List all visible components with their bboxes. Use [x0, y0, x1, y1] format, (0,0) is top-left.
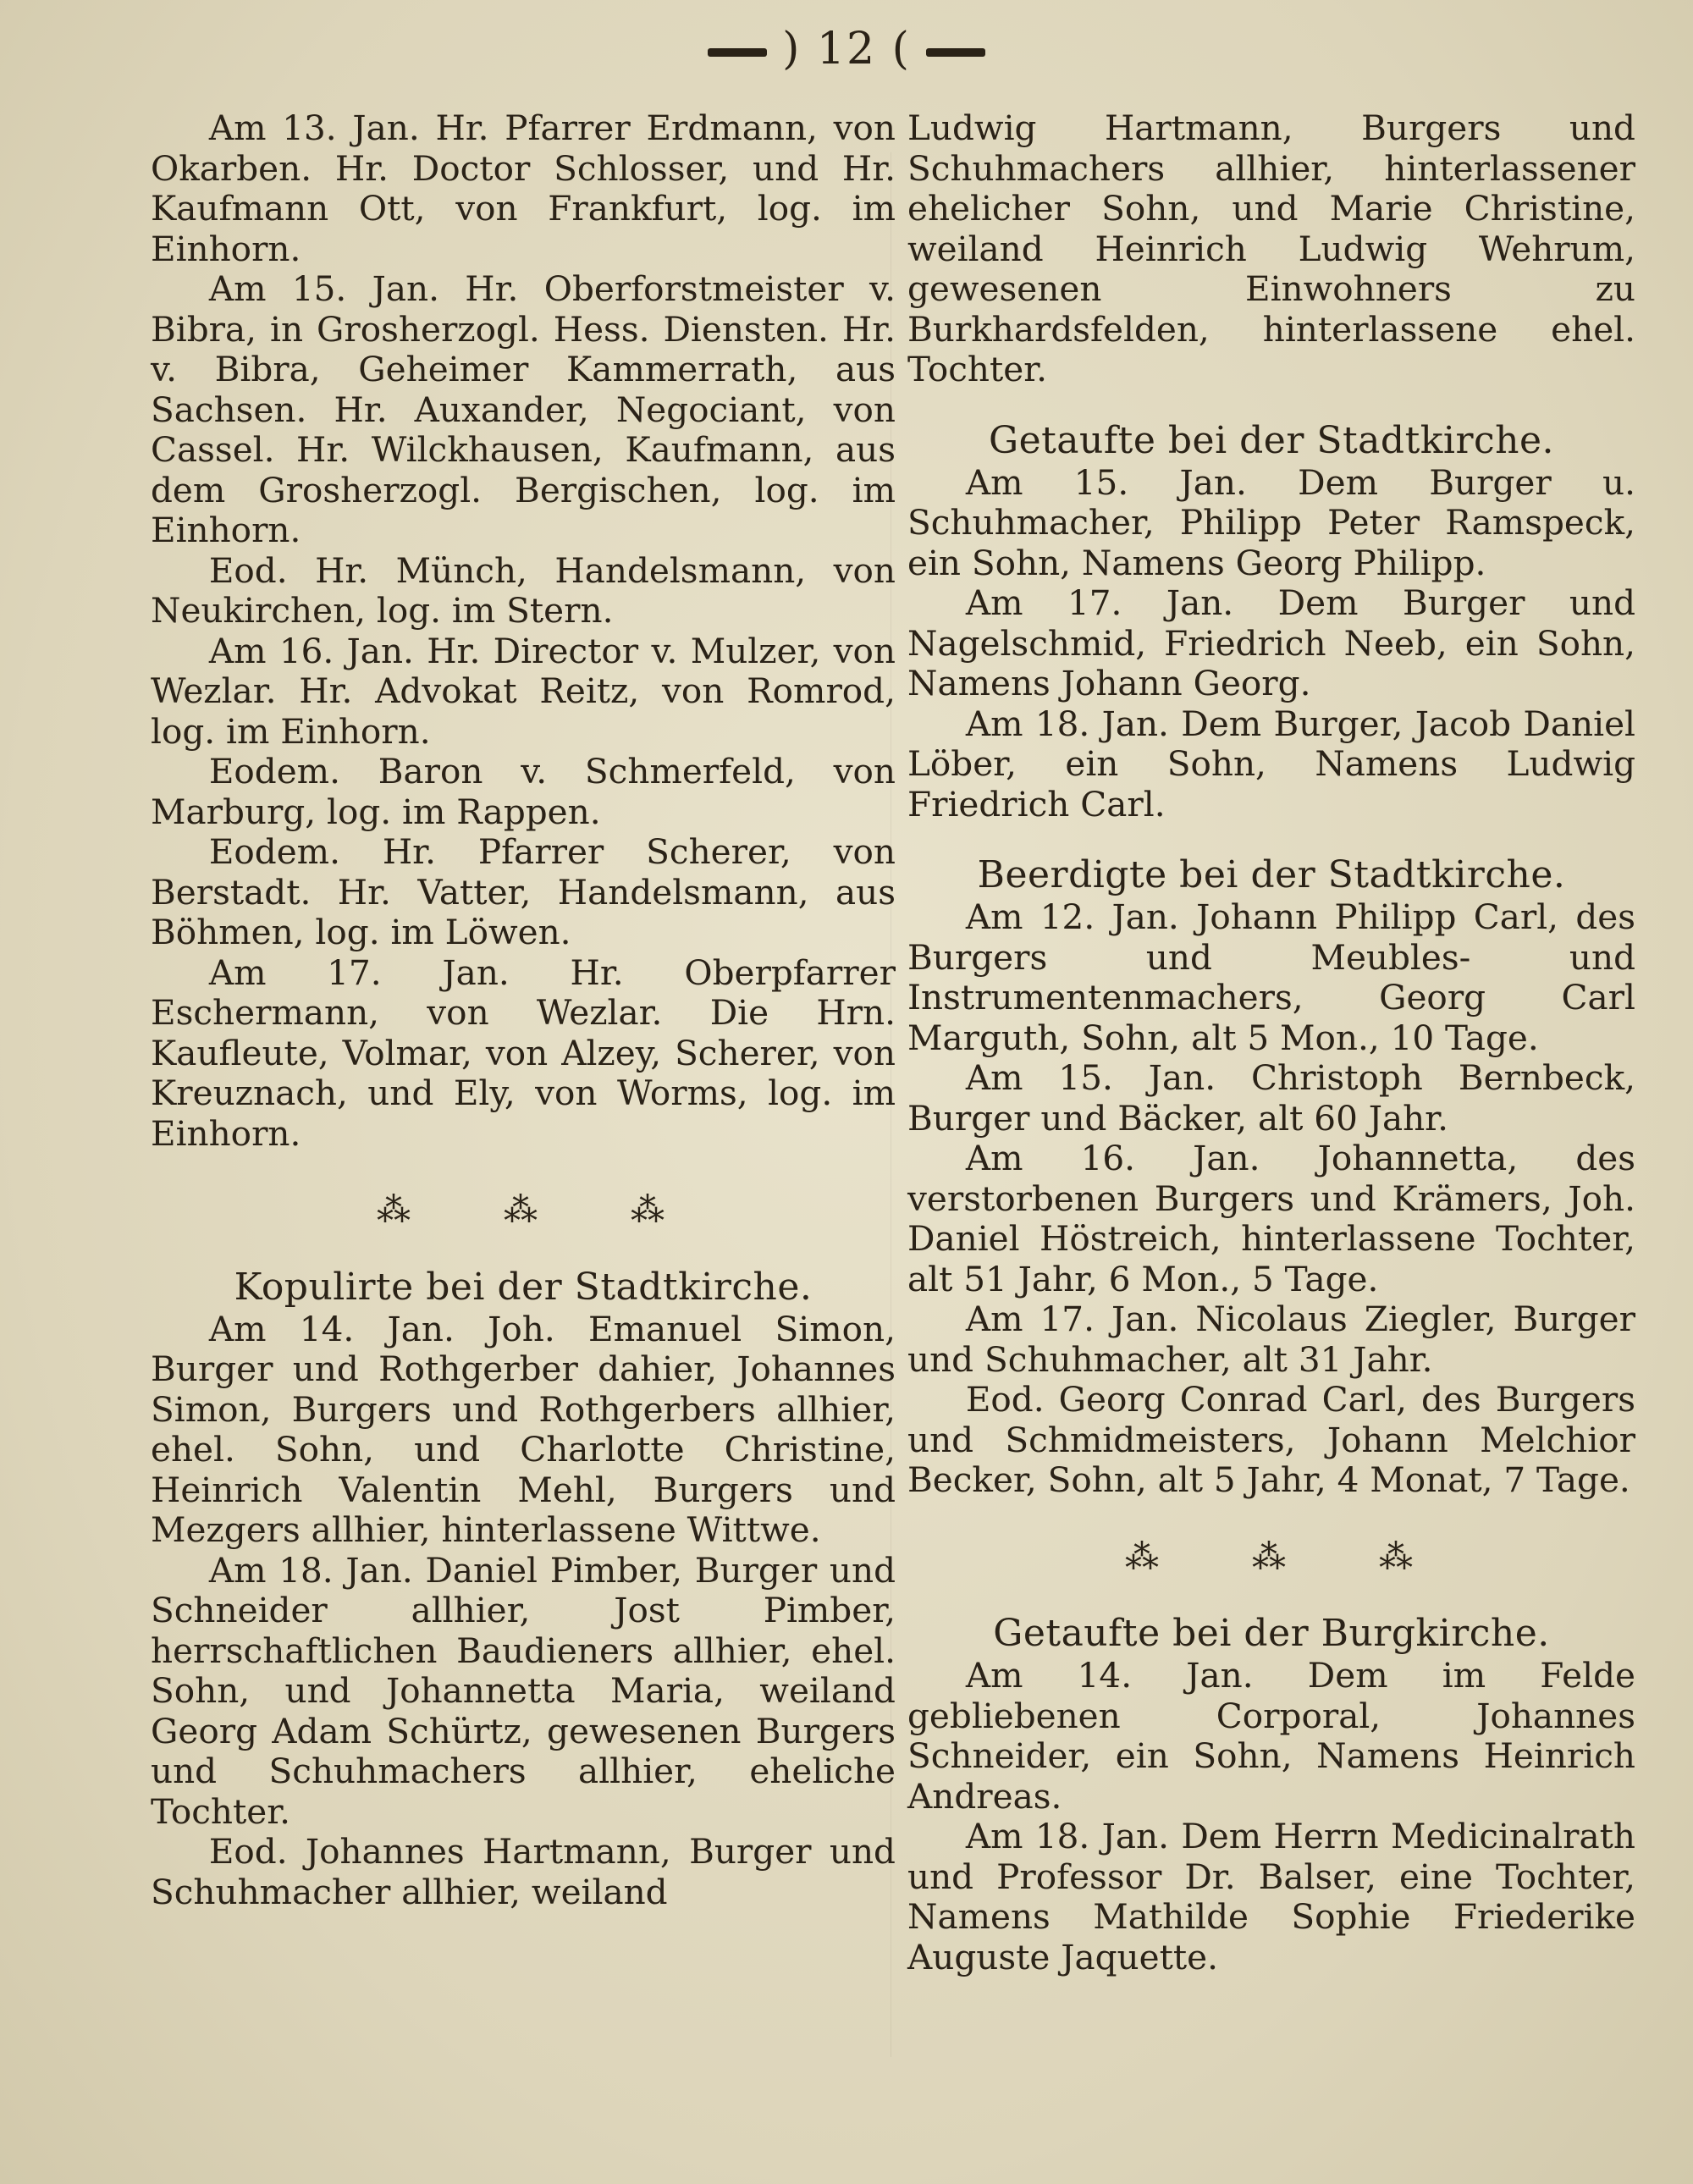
- baptism-entry: Am 18. Jan. Dem Herrn Medicinalrath und Professor Dr. Balser, eine Tochter, Namens Mathilde Sophie Friederike Auguste Jaquette.: [907, 1816, 1635, 1977]
- header-rule-left: [708, 48, 767, 57]
- arrival-entry: Eodem. Baron v. Schmerfeld, von Marburg, log. im Rappen.: [151, 751, 896, 832]
- burial-entry: Eod. Georg Conrad Carl, des Burgers und Schmidmeisters, Johann Melchior Becker, Sohn, alt 5 Jahr, 4 Monat, 7 Tage.: [907, 1379, 1635, 1500]
- burial-entry: Am 12. Jan. Johann Philipp Carl, des Burgers und Meubles- und Instrumentenmachers, Georg Carl Marguth, Sohn, alt 5 Mon., 10 Tage.: [907, 896, 1635, 1058]
- ornament-glyph: ⁂: [377, 1191, 416, 1230]
- header-rule-right: [926, 48, 985, 57]
- ornament-glyph: ⁂: [1379, 1537, 1418, 1577]
- ornament-divider: [151, 1191, 896, 1232]
- section-heading-baptized-burg: Getaufte bei der Burgkirche.: [993, 1612, 1550, 1655]
- section-heading-married: Kopulirte bei der Stadtkirche.: [234, 1265, 813, 1309]
- arrival-entry: Am 17. Jan. Hr. Oberpfarrer Eschermann, von Wezlar. Die Hrn. Kaufleute, Volmar, von Alzey, Scherer, von Kreuznach, und Ely, von Worms, log. im Einhorn.: [151, 951, 896, 1154]
- burial-entry: Am 15. Jan. Christoph Bernbeck, Burger und Bäcker, alt 60 Jahr.: [907, 1057, 1635, 1139]
- ornament-glyph: ⁂: [1252, 1537, 1291, 1577]
- baptism-entry: Am 15. Jan. Dem Burger u. Schuhmacher, Philipp Peter Ramspeck, ein Sohn, Namens Georg Philipp.: [907, 461, 1635, 583]
- continuation-entry: Ludwig Hartmann, Burgers und Schuhmachers allhier, hinterlassener ehelicher Sohn, und Marie Christine, weiland Heinrich Ludwig Wehrum, gewesenen Einwohners zu Burkhardsfelden, hinterlassene ehel. Tochter.: [907, 108, 1635, 389]
- arrival-entry: Eod. Hr. Münch, Handelsmann, von Neukirchen, log. im Stern.: [151, 549, 896, 631]
- baptism-entry: Am 17. Jan. Dem Burger und Nagelschmid, Friedrich Neeb, ein Sohn, Namens Johann Georg.: [907, 582, 1635, 703]
- ornament-glyph: ⁂: [504, 1191, 543, 1230]
- arrival-entry: Eodem. Hr. Pfarrer Scherer, von Berstadt. Hr. Vatter, Handelsmann, aus Böhmen, log. im Löwen.: [151, 831, 896, 952]
- married-entry: Eod. Johannes Hartmann, Burger und Schuhmacher allhier, weiland: [151, 1831, 896, 1912]
- ornament-divider: [907, 1538, 1635, 1579]
- baptism-entry: Am 18. Jan. Dem Burger, Jacob Daniel Löber, ein Sohn, Namens Ludwig Friedrich Carl.: [907, 703, 1635, 825]
- section-heading-buried-stadt: Beerdigte bei der Stadtkirche.: [977, 853, 1566, 896]
- arrival-entry: Am 15. Jan. Hr. Oberforstmeister v. Bibra, in Grosherzogl. Hess. Diensten. Hr. v. Bibra, Geheimer Kammerrath, aus Sachsen. Hr. Auxander, Negociant, von Cassel. Hr. Wilckhausen, Kaufmann, aus dem Grosherzogl. Bergischen, log. im Einhorn.: [151, 268, 896, 550]
- ornament-glyph: ⁂: [631, 1191, 670, 1230]
- right-column: [907, 108, 1635, 1977]
- arrival-entry: Am 16. Jan. Hr. Director v. Mulzer, von Wezlar. Hr. Advokat Reitz, von Romrod, log. im Einhorn.: [151, 630, 896, 752]
- married-entry: Am 18. Jan. Daniel Pimber, Burger und Schneider allhier, Jost Pimber, herrschaftlichen Baudieners allhier, ehel. Sohn, und Johannetta Maria, weiland Georg Adam Schürtz, gewesenen Burgers und Schuhmachers allhier, eheliche Tochter.: [151, 1549, 896, 1832]
- section-heading-baptized-stadt: Getaufte bei der Stadtkirche.: [988, 418, 1555, 462]
- left-column: [151, 108, 896, 1912]
- page-header: [0, 24, 1693, 74]
- burial-entry: Am 16. Jan. Johannetta, des verstorbenen Burgers und Krämers, Joh. Daniel Höstreich, hinterlassene Tochter, alt 51 Jahr, 6 Mon., 5 Tage.: [907, 1138, 1635, 1299]
- ornament-glyph: ⁂: [1125, 1537, 1164, 1577]
- page-number: ) 12 (: [782, 24, 911, 74]
- baptism-entry: Am 14. Jan. Dem im Felde gebliebenen Corporal, Johannes Schneider, ein Sohn, Namens Heinrich Andreas.: [907, 1655, 1635, 1817]
- burial-entry: Am 17. Jan. Nicolaus Ziegler, Burger und Schuhmacher, alt 31 Jahr.: [907, 1299, 1635, 1380]
- arrival-entry: Am 13. Jan. Hr. Pfarrer Erdmann, von Okarben. Hr. Doctor Schlosser, und Hr. Kaufmann Ott, von Frankfurt, log. im Einhorn.: [151, 108, 896, 269]
- married-entry: Am 14. Jan. Joh. Emanuel Simon, Burger und Rothgerber dahier, Johannes Simon, Burgers und Rothgerbers allhier, ehel. Sohn, und Charlotte Christine, Heinrich Valentin Mehl, Burgers und Mezgers allhier, hinterlassene Wittwe.: [151, 1308, 896, 1550]
